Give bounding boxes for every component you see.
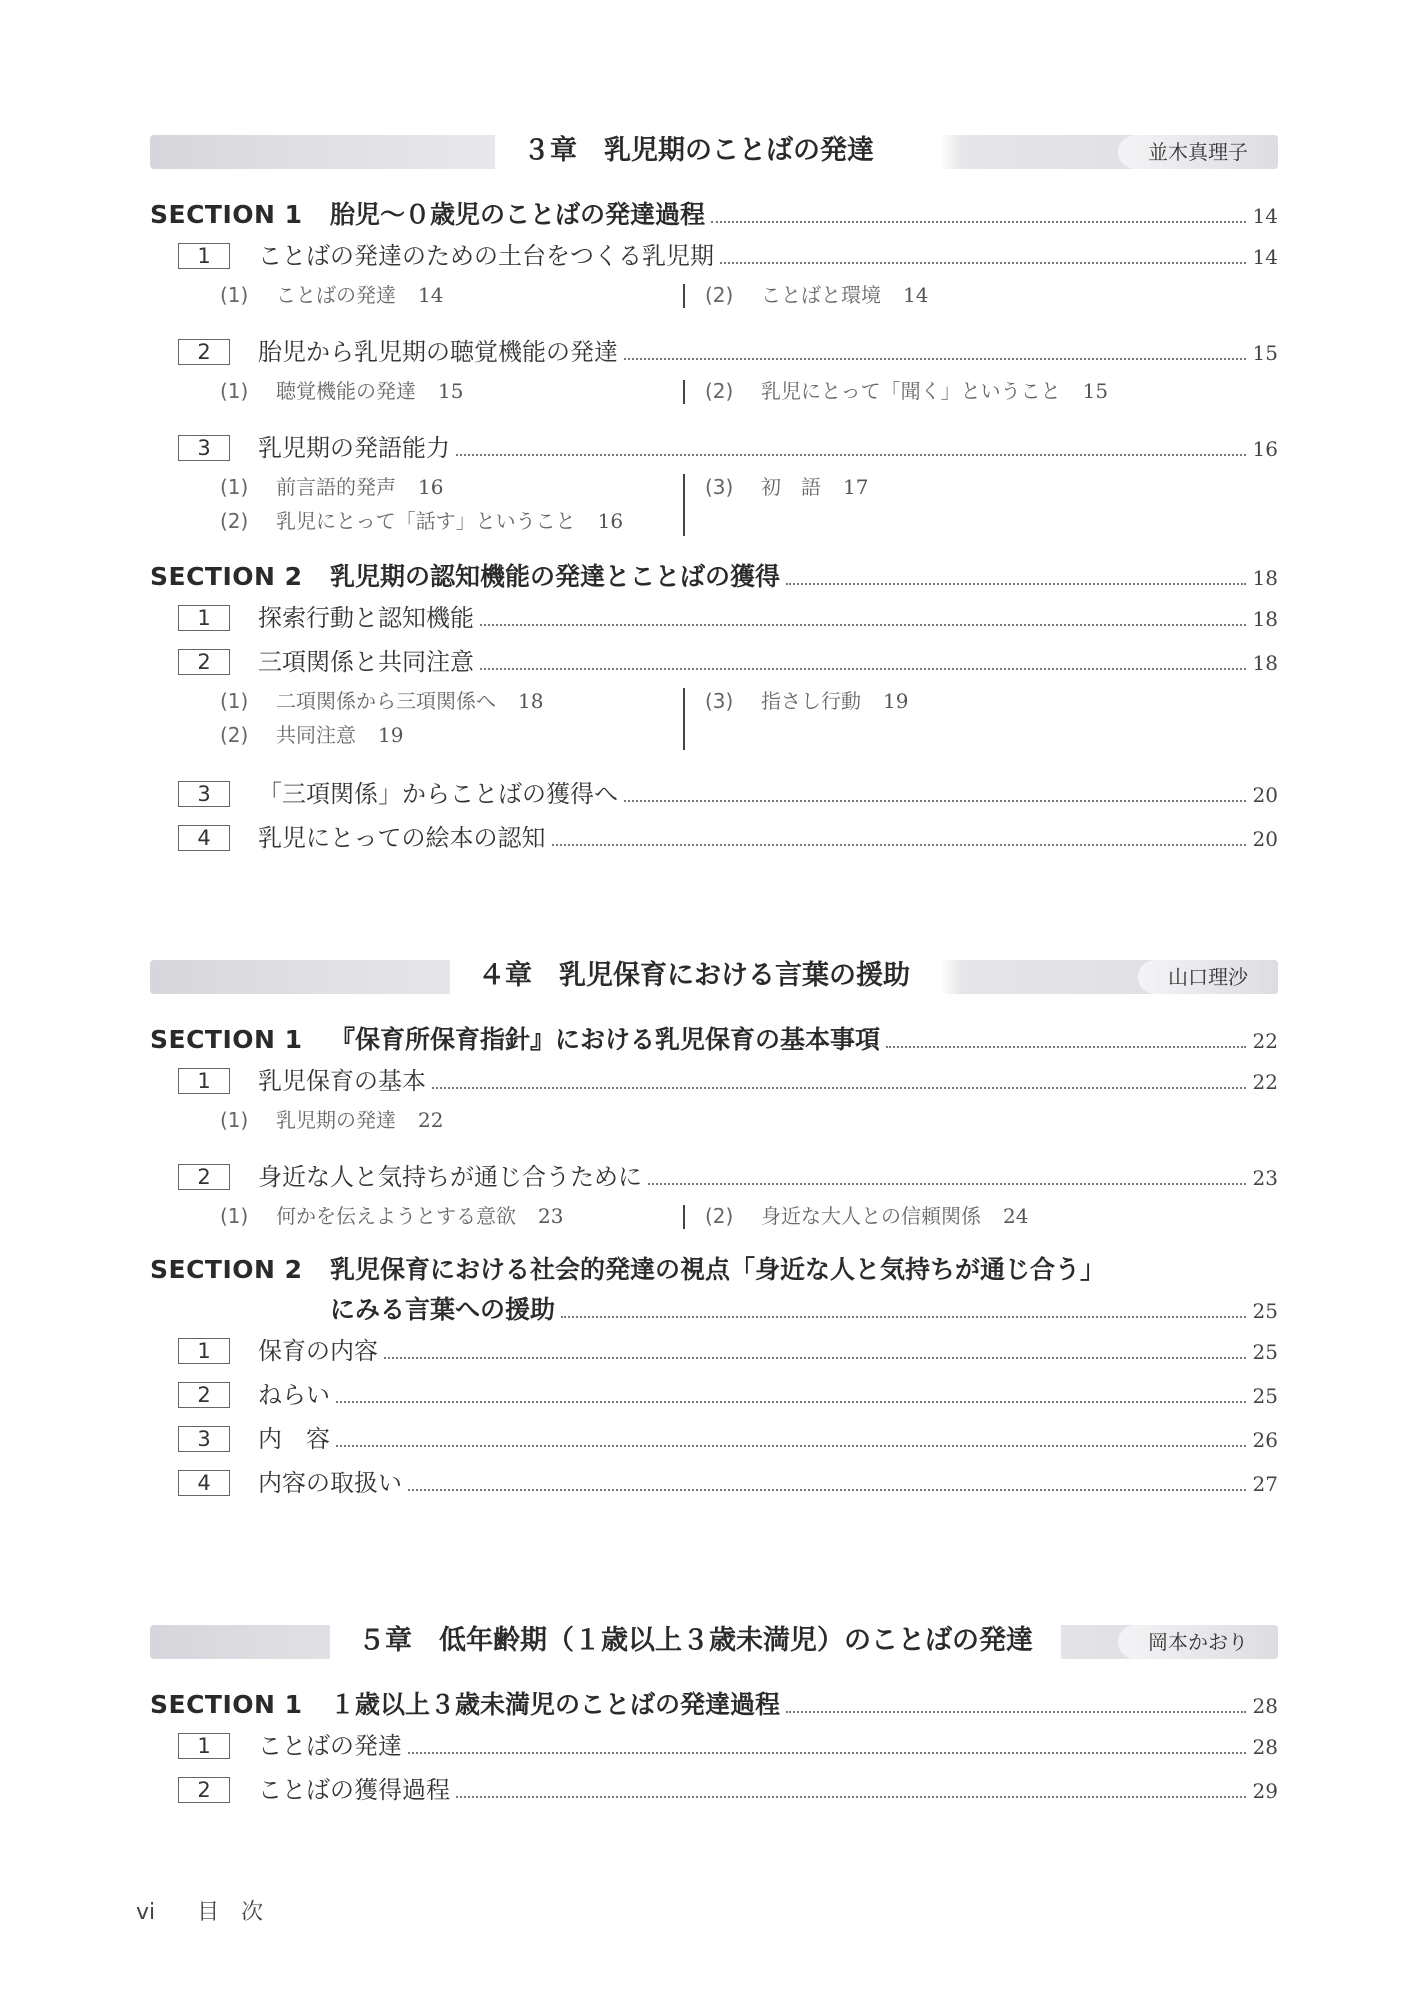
- item-title: 内 容: [258, 1425, 330, 1453]
- item-number: 1: [178, 1338, 230, 1364]
- item-number: 1: [178, 605, 230, 631]
- subitem-number: (1): [220, 1204, 249, 1228]
- toc-item[interactable]: [150, 1417, 1278, 1461]
- chapter-header: [150, 130, 1278, 172]
- item-title: 乳児保育の基本: [258, 1067, 426, 1095]
- subitem-column: [220, 374, 463, 408]
- toc-item[interactable]: [150, 1768, 1278, 1812]
- dot-leader: [432, 1086, 1246, 1089]
- dot-leader: [456, 1795, 1246, 1798]
- page-number: 28: [1252, 1694, 1278, 1718]
- subitem[interactable]: [220, 1199, 563, 1233]
- subitem-title: 乳児にとって「聞く」ということ: [761, 379, 1061, 403]
- page-number: 18: [1252, 651, 1278, 675]
- section-title: 『保育所保育指針』における乳児保育の基本事項: [330, 1025, 881, 1054]
- subitem-column: [705, 470, 868, 504]
- item-title: ことばの発達のための土台をつくる乳児期: [258, 242, 714, 270]
- item-number: 3: [178, 1426, 230, 1452]
- page-number: 27: [1252, 1472, 1278, 1496]
- subitem-group: [150, 374, 1278, 418]
- subitem-group: [150, 1199, 1278, 1243]
- footer-page-number: vi: [136, 1900, 156, 1925]
- toc-item[interactable]: [150, 1373, 1278, 1417]
- subitem-number: (3): [705, 475, 734, 499]
- subitem-number: (2): [705, 1204, 734, 1228]
- item-number: 2: [178, 1164, 230, 1190]
- dot-leader: [786, 1710, 1246, 1713]
- subitem[interactable]: [220, 684, 543, 718]
- page-number: 14: [1252, 245, 1278, 269]
- subitem[interactable]: [220, 278, 443, 312]
- column-divider: [683, 688, 685, 750]
- subitem-column: [220, 470, 623, 538]
- item-number: 1: [178, 243, 230, 269]
- dot-leader: [648, 1182, 1246, 1185]
- chapter-author: 山口理沙: [1138, 960, 1278, 994]
- subitem-title: 乳児期の発達: [276, 1108, 396, 1132]
- item-title: 探索行動と認知機能: [258, 604, 474, 632]
- item-number: 2: [178, 1777, 230, 1803]
- item-number: 2: [178, 649, 230, 675]
- subitem-title: 二項関係から三項関係へ: [276, 689, 496, 713]
- section-entry[interactable]: [150, 196, 1278, 234]
- dot-leader: [624, 357, 1246, 360]
- page-number: 25: [1252, 1340, 1278, 1364]
- footer-label: 目 次: [197, 1900, 264, 1925]
- dot-leader: [886, 1045, 1246, 1048]
- toc-item[interactable]: [150, 426, 1278, 470]
- subitem[interactable]: [220, 1103, 443, 1137]
- subitem-title: 聴覚機能の発達: [276, 379, 416, 403]
- subitem-group: [150, 1103, 1278, 1147]
- chapter-header: [150, 1620, 1278, 1662]
- subitem-column: [705, 1199, 1028, 1233]
- subitem-number: (1): [220, 689, 249, 713]
- dot-leader: [336, 1400, 1246, 1403]
- subitem-page: 16: [597, 509, 624, 533]
- section-title: 乳児期の認知機能の発達とことばの獲得: [330, 562, 781, 591]
- subitem-title: 前言語的発声: [276, 475, 396, 499]
- section-title: 胎児～０歳児のことばの発達過程: [330, 200, 706, 229]
- page-number: 14: [1252, 204, 1278, 228]
- section-entry[interactable]: [150, 558, 1278, 596]
- toc-item[interactable]: [150, 816, 1278, 860]
- section-label: SECTION 2: [150, 562, 303, 591]
- subitem-title: 初 語: [761, 475, 821, 499]
- column-divider: [683, 380, 685, 404]
- section-title-line2: にみる言葉への援助: [330, 1295, 556, 1324]
- chapter-header: [150, 955, 1278, 997]
- subitem[interactable]: [705, 1199, 1028, 1233]
- section-entry-continued[interactable]: [150, 1291, 1278, 1329]
- toc-item[interactable]: [150, 1059, 1278, 1103]
- item-title: 身近な人と気持ちが通じ合うために: [258, 1163, 642, 1191]
- dot-leader: [561, 1315, 1246, 1318]
- subitem[interactable]: [220, 470, 623, 504]
- toc-item[interactable]: [150, 596, 1278, 640]
- subitem-page: 19: [883, 689, 909, 713]
- page-number: 22: [1252, 1070, 1278, 1094]
- item-title: 三項関係と共同注意: [258, 648, 474, 676]
- subitem-column: [705, 278, 928, 312]
- item-number: 1: [178, 1733, 230, 1759]
- subitem-page: 23: [538, 1204, 564, 1228]
- item-title: ことばの獲得過程: [258, 1776, 450, 1804]
- item-title: 乳児期の発語能力: [258, 434, 450, 462]
- subitem-page: 16: [418, 475, 444, 499]
- chapter-title: ４章 乳児保育における言葉の援助: [450, 955, 938, 997]
- subitem-number: (1): [220, 379, 249, 403]
- subitem-group: [150, 278, 1278, 322]
- item-title: 「三項関係」からことばの獲得へ: [258, 780, 618, 808]
- subitem-number: (1): [220, 283, 249, 307]
- page-number: 23: [1252, 1166, 1278, 1190]
- item-title: ことばの発達: [258, 1732, 402, 1760]
- subitem-title: ことばと環境: [761, 283, 881, 307]
- item-title: 胎児から乳児期の聴覚機能の発達: [258, 338, 618, 366]
- section-title: 乳児保育における社会的発達の視点「身近な人と気持ちが通じ合う」: [330, 1255, 1106, 1284]
- toc-item[interactable]: [150, 1724, 1278, 1768]
- section-label: SECTION 1: [150, 1690, 303, 1719]
- section-entry[interactable]: [150, 1251, 1278, 1289]
- section-label: SECTION 2: [150, 1255, 303, 1284]
- page-number: 20: [1252, 783, 1278, 807]
- toc-item[interactable]: [150, 772, 1278, 816]
- subitem-page: 24: [1003, 1204, 1029, 1228]
- subitem-page: 19: [378, 723, 404, 747]
- page-number: 18: [1252, 607, 1278, 631]
- item-title: 保育の内容: [258, 1337, 378, 1365]
- item-number: 2: [178, 339, 230, 365]
- subitem-column: [220, 278, 443, 312]
- subitem-number: (2): [705, 379, 734, 403]
- subitem-title: 何かを伝えようとする意欲: [276, 1204, 516, 1228]
- page-number: 25: [1252, 1384, 1278, 1408]
- subitem-column: [220, 684, 543, 752]
- page-number: 22: [1252, 1029, 1278, 1053]
- dot-leader: [456, 453, 1246, 456]
- subitem-title: 共同注意: [276, 723, 356, 747]
- subitem-number: (1): [220, 475, 249, 499]
- subitem[interactable]: [220, 374, 463, 408]
- dot-leader: [384, 1356, 1246, 1359]
- page-number: 15: [1252, 341, 1278, 365]
- page-number: 25: [1252, 1299, 1278, 1323]
- page-footer: [136, 1895, 305, 1926]
- column-divider: [683, 284, 685, 308]
- dot-leader: [480, 667, 1246, 670]
- item-number: 2: [178, 1382, 230, 1408]
- dot-leader: [480, 623, 1246, 626]
- dot-leader: [552, 843, 1246, 846]
- chapter-title: ３章 乳児期のことばの発達: [495, 130, 902, 172]
- toc-item[interactable]: [150, 234, 1278, 278]
- subitem-group: [150, 470, 1278, 550]
- subitem[interactable]: [705, 470, 868, 504]
- dot-leader: [720, 261, 1246, 264]
- page-number: 28: [1252, 1735, 1278, 1759]
- toc-item[interactable]: [150, 1329, 1278, 1373]
- subitem-title: 指さし行動: [761, 689, 861, 713]
- toc-item[interactable]: [150, 330, 1278, 374]
- section-label: SECTION 1: [150, 1025, 303, 1054]
- subitem-page: 15: [1082, 379, 1109, 403]
- subitem-number: (1): [220, 1108, 249, 1132]
- dot-leader: [408, 1488, 1246, 1491]
- subitem[interactable]: [220, 504, 623, 538]
- chapter-author: 並木真理子: [1118, 135, 1278, 169]
- chapter-3: [150, 130, 1278, 860]
- subitem-number: (3): [705, 689, 734, 713]
- subitem-number: (2): [220, 723, 249, 747]
- subitem-column: [220, 1103, 443, 1137]
- dot-leader: [408, 1751, 1246, 1754]
- subitem-number: (2): [220, 509, 249, 533]
- section-entry[interactable]: [150, 1686, 1278, 1724]
- page-number: 18: [1252, 566, 1278, 590]
- section-title: １歳以上３歳未満児のことばの発達過程: [330, 1690, 781, 1719]
- subitem-column: [705, 374, 1108, 408]
- chapter-5: [150, 1620, 1278, 1812]
- subitem-page: 15: [438, 379, 464, 403]
- item-title: ねらい: [258, 1381, 330, 1409]
- item-number: 3: [178, 781, 230, 807]
- item-number: 3: [178, 435, 230, 461]
- item-number: 4: [178, 1470, 230, 1496]
- subitem[interactable]: [705, 684, 908, 718]
- toc-item[interactable]: [150, 640, 1278, 684]
- subitem-page: 14: [418, 283, 444, 307]
- item-title: 内容の取扱い: [258, 1469, 402, 1497]
- dot-leader: [786, 582, 1246, 585]
- item-number: 1: [178, 1068, 230, 1094]
- subitem[interactable]: [220, 718, 543, 752]
- subitem-group: [150, 684, 1278, 764]
- column-divider: [683, 474, 685, 536]
- subitem-page: 17: [843, 475, 869, 499]
- subitem-column: [705, 684, 908, 718]
- subitem[interactable]: [705, 374, 1108, 408]
- section-entry[interactable]: [150, 1021, 1278, 1059]
- subitem-page: 18: [518, 689, 544, 713]
- subitem-title: 身近な大人との信頼関係: [761, 1204, 981, 1228]
- item-number: 4: [178, 825, 230, 851]
- page-number: 16: [1252, 437, 1278, 461]
- dot-leader: [624, 799, 1246, 802]
- page-number: 20: [1252, 827, 1278, 851]
- chapter-title: ５章 低年齢期（１歳以上３歳未満児）のことばの発達: [330, 1620, 1061, 1662]
- item-title: 乳児にとっての絵本の認知: [258, 824, 546, 852]
- section-label: SECTION 1: [150, 200, 303, 229]
- toc-item[interactable]: [150, 1461, 1278, 1505]
- subitem[interactable]: [705, 278, 928, 312]
- subitem-page: 22: [418, 1108, 444, 1132]
- dot-leader: [711, 220, 1246, 223]
- page-number: 26: [1252, 1428, 1278, 1452]
- subitem-title: ことばの発達: [276, 283, 396, 307]
- subitem-title: 乳児にとって「話す」ということ: [276, 509, 576, 533]
- chapter-author: 岡本かおり: [1118, 1625, 1278, 1659]
- toc-item[interactable]: [150, 1155, 1278, 1199]
- dot-leader: [336, 1444, 1246, 1447]
- subitem-page: 14: [903, 283, 929, 307]
- column-divider: [683, 1205, 685, 1229]
- page-number: 29: [1252, 1779, 1278, 1803]
- chapter-4: [150, 955, 1278, 1505]
- subitem-column: [220, 1199, 563, 1233]
- subitem-number: (2): [705, 283, 734, 307]
